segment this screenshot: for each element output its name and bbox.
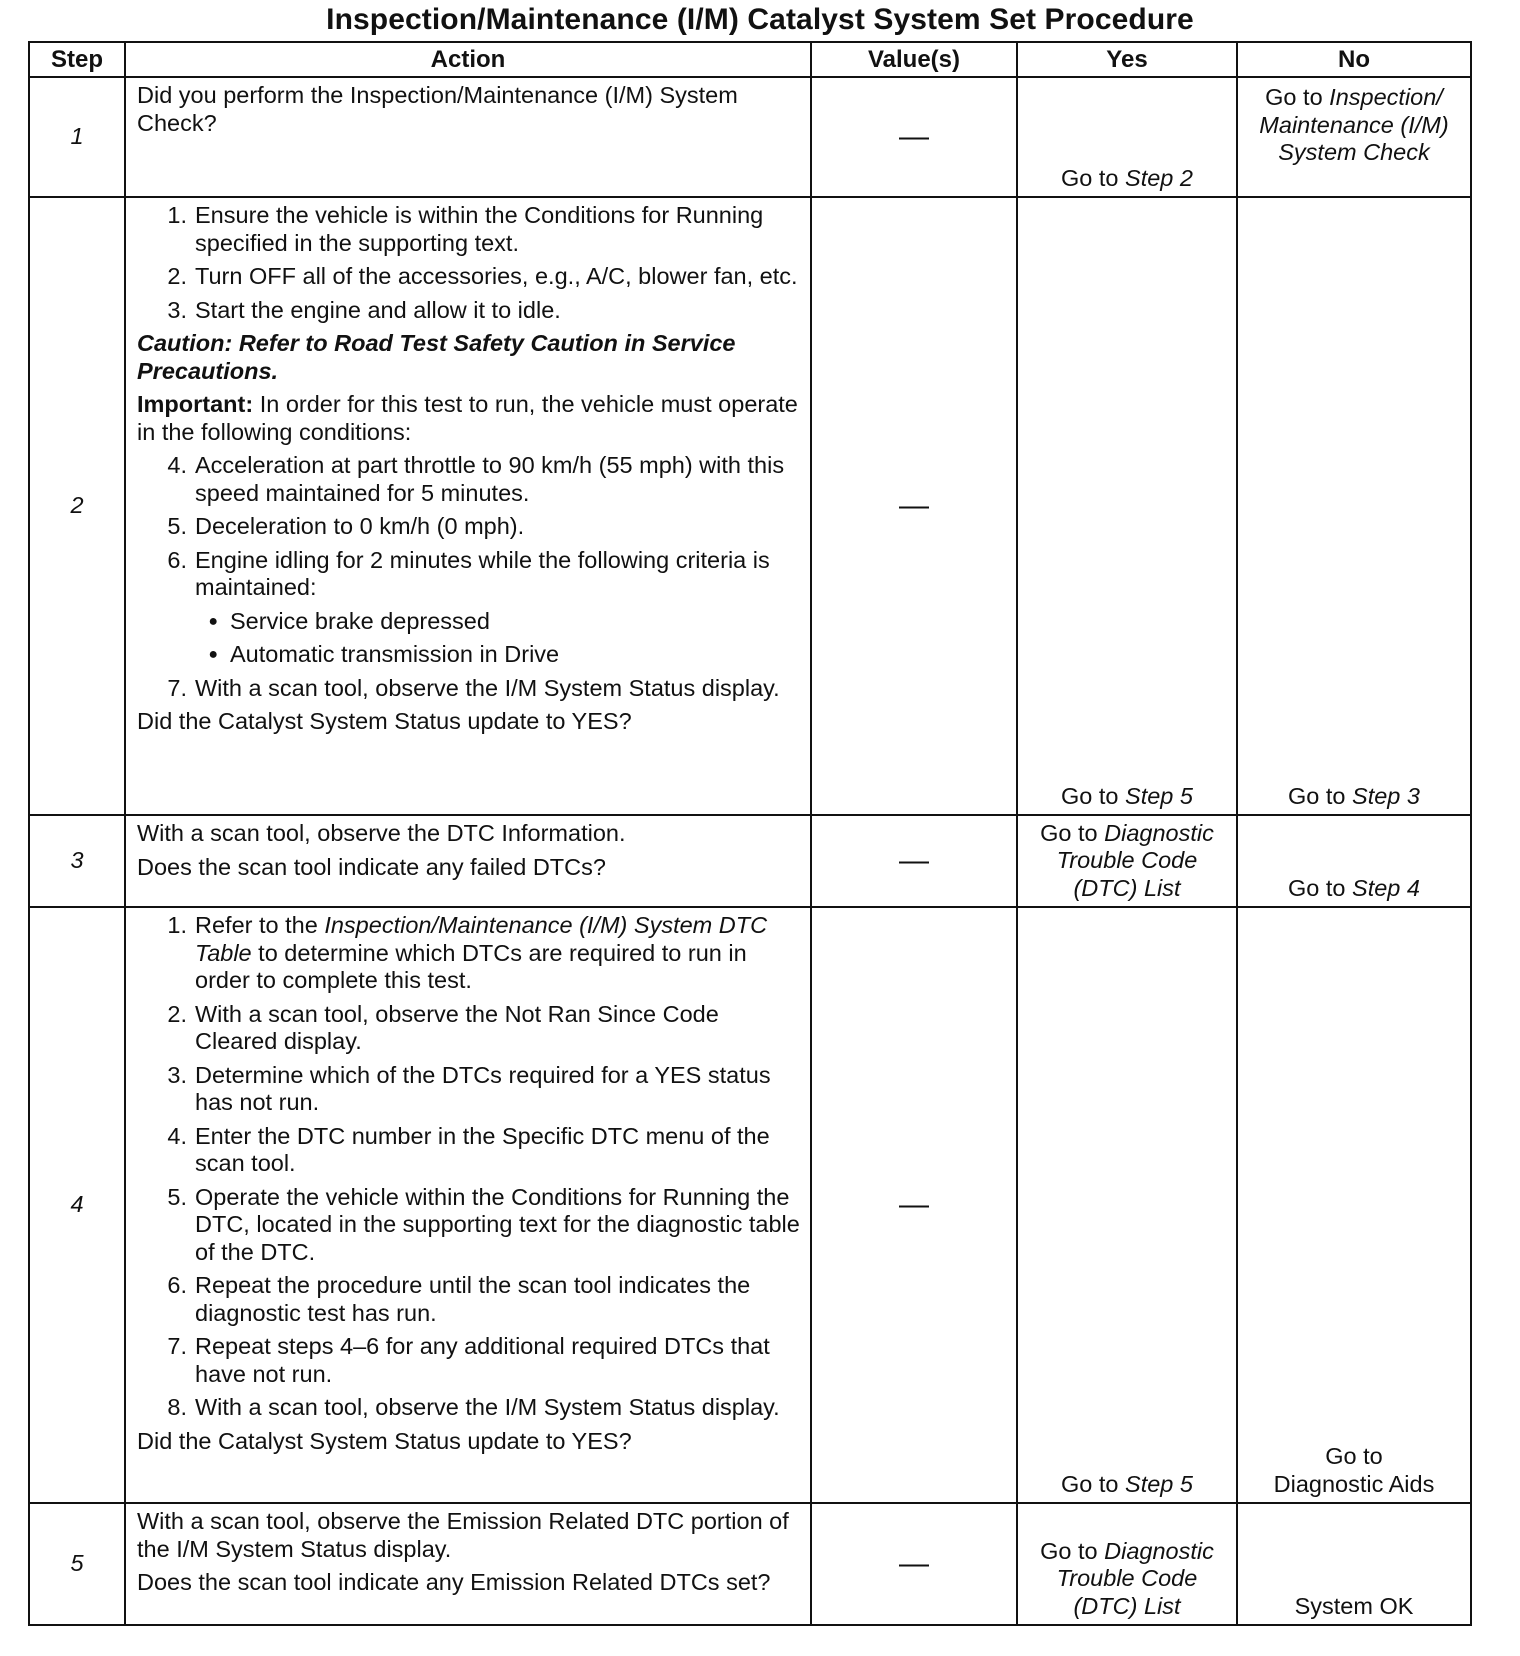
- goto-diagnostic-aids-link[interactable]: Diagnostic Aids: [1273, 1470, 1435, 1497]
- item-number: 8.: [167, 1394, 187, 1420]
- instruction-text: With a scan tool, observe the DTC Information.: [137, 820, 626, 846]
- list-item: [137, 1062, 802, 1117]
- item-number: 2.: [167, 1000, 187, 1027]
- instruction-list: [137, 912, 802, 1422]
- item-text: Determine which of the DTCs required for a YES status has not run.: [195, 1061, 771, 1115]
- action-cell: [125, 1503, 811, 1625]
- instruction-text: With a scan tool, observe the Emission Related DTC portion of the I/M System Status display.: [137, 1508, 789, 1562]
- item-text: Acceleration at part throttle to 90 km/h (55 mph) with this speed maintained for 5 minutes.: [195, 452, 785, 506]
- item-text: [195, 912, 802, 995]
- caution-note: Caution: Refer to Road Test Safety Caution in Service Precautions.: [137, 330, 736, 384]
- bullet-item: [137, 641, 802, 669]
- goto-prefix: Go to: [1325, 1443, 1383, 1469]
- action-cell: [125, 197, 811, 815]
- list-item: [137, 513, 802, 541]
- goto-step-2-link[interactable]: Step 2: [1125, 164, 1193, 191]
- list-item: [137, 1333, 802, 1388]
- item-text: Repeat the procedure until the scan tool indicates the diagnostic test has run.: [195, 1272, 751, 1326]
- item-text: Repeat steps 4–6 for any additional required DTCs that have not run.: [195, 1333, 770, 1387]
- item-text: Deceleration to 0 km/h (0 mph).: [195, 513, 525, 539]
- goto-step-5-link[interactable]: Step 5: [1125, 1470, 1193, 1497]
- bullet-text: Service brake depressed: [230, 607, 490, 634]
- item-number: 5.: [167, 513, 187, 539]
- item-number: 7.: [167, 674, 187, 701]
- goto-step-4-link[interactable]: Step 4: [1352, 874, 1420, 901]
- header-values: Value(s): [811, 42, 1017, 77]
- item-text: Operate the vehicle within the Conditions for Running the DTC, located in the supporting text for the diagnostic table of the DTC.: [195, 1183, 800, 1265]
- bullet-item: [137, 608, 802, 636]
- item-text-pre: Refer to the: [195, 912, 318, 938]
- question-text: Does the scan tool indicate any Emission Related DTCs set?: [137, 1569, 771, 1595]
- question-text: Did the Catalyst System Status update to YES?: [137, 708, 632, 734]
- table-row-step-5: [29, 1503, 1471, 1625]
- action-cell: [125, 907, 811, 1503]
- action-cell: [125, 815, 811, 907]
- action-cell: [125, 77, 811, 197]
- list-item: [137, 912, 802, 995]
- list-item: [137, 1394, 802, 1422]
- item-number: 6.: [167, 546, 187, 573]
- no-cell: [1237, 815, 1471, 907]
- item-text: Enter the DTC number in the Specific DTC menu of the scan tool.: [195, 1122, 770, 1176]
- goto-prefix: Go to: [1040, 819, 1098, 846]
- goto-step-5-link[interactable]: Step 5: [1125, 782, 1193, 809]
- important-label: Important:: [137, 391, 254, 417]
- goto-prefix: Go to: [1061, 164, 1119, 191]
- item-text: Ensure the vehicle is within the Conditions for Running specified in the supporting text.: [195, 202, 764, 256]
- yes-cell: [1017, 1503, 1237, 1625]
- list-item: [137, 1123, 802, 1178]
- value-cell: —: [811, 77, 1017, 197]
- table-row-step-2: [29, 197, 1471, 815]
- yes-cell: [1017, 197, 1237, 815]
- item-number: 1.: [167, 912, 187, 938]
- bullet-text: Automatic transmission in Drive: [230, 641, 560, 667]
- item-text: With a scan tool, observe the Not Ran Since Code Cleared display.: [195, 1000, 719, 1054]
- list-item: [137, 297, 802, 325]
- item-number: 6.: [167, 1272, 187, 1298]
- bullet-icon: ●: [208, 646, 218, 663]
- value-cell: —: [811, 815, 1017, 907]
- item-text: Start the engine and allow it to idle.: [195, 296, 561, 323]
- goto-prefix: Go to: [1061, 1470, 1119, 1497]
- bullet-icon: ●: [208, 612, 218, 630]
- item-number: 1.: [167, 202, 187, 228]
- item-number: 7.: [167, 1333, 187, 1359]
- item-number: 4.: [167, 452, 187, 478]
- header-row: [29, 42, 1471, 77]
- goto-dtc-list-link[interactable]: Diagnostic Trouble Code (DTC) List: [1056, 819, 1214, 901]
- header-yes: Yes: [1017, 42, 1237, 77]
- table-row-step-3: [29, 815, 1471, 907]
- step-number: 1: [29, 77, 125, 197]
- list-item: [137, 1272, 802, 1327]
- system-ok-text: System OK: [1294, 1592, 1414, 1619]
- item-text: Turn OFF all of the accessories, e.g., A/C, blower fan, etc.: [195, 263, 798, 289]
- instruction-list: [137, 202, 802, 324]
- header-action: Action: [125, 42, 811, 77]
- page-title: Inspection/Maintenance (I/M) Catalyst System Set Procedure: [326, 3, 1194, 36]
- value-cell: —: [811, 197, 1017, 815]
- goto-dtc-list-link[interactable]: Diagnostic Trouble Code (DTC) List: [1056, 1537, 1214, 1619]
- goto-prefix: Go to: [1040, 1537, 1098, 1564]
- instruction-list: [137, 675, 802, 703]
- header-step: Step: [29, 42, 125, 77]
- list-item: [137, 1001, 802, 1056]
- goto-prefix: Go to: [1061, 782, 1119, 809]
- list-item: [137, 452, 802, 507]
- table-row-step-1: [29, 77, 1471, 197]
- criteria-list: [137, 608, 802, 669]
- step-number: 5: [29, 1503, 125, 1625]
- item-number: 2.: [167, 263, 187, 289]
- goto-prefix: Go to: [1265, 84, 1323, 110]
- no-cell: [1237, 907, 1471, 1503]
- item-text: With a scan tool, observe the I/M System Status display.: [195, 674, 780, 701]
- no-cell: [1237, 197, 1471, 815]
- im-system-dtc-table-link[interactable]: Inspection/Maintenance (I/M) System DTC Table: [195, 912, 768, 966]
- item-text-post: to determine which DTCs are required to run in order to complete this test.: [195, 939, 747, 993]
- procedure-table: [28, 41, 1472, 1626]
- question-text: Did the Catalyst System Status update to YES?: [137, 1427, 632, 1454]
- goto-im-system-check-link[interactable]: Inspection/ Maintenance (I/M) System Check: [1259, 84, 1449, 165]
- goto-step-3-link[interactable]: Step 3: [1352, 782, 1420, 809]
- item-number: 3.: [167, 1061, 187, 1088]
- step-number: 3: [29, 815, 125, 907]
- list-item: [137, 1184, 802, 1267]
- important-note: [137, 391, 802, 446]
- step-number: 4: [29, 907, 125, 1503]
- goto-prefix: Go to: [1288, 782, 1346, 809]
- no-cell: [1237, 1503, 1471, 1625]
- item-text: Engine idling for 2 minutes while the following criteria is maintained:: [195, 546, 770, 600]
- list-item: [137, 202, 802, 257]
- question-text: Did you perform the Inspection/Maintenance (I/M) System Check?: [137, 82, 738, 136]
- list-item: [137, 547, 802, 602]
- header-no: No: [1237, 42, 1471, 77]
- value-cell: —: [811, 1503, 1017, 1625]
- important-text: In order for this test to run, the vehicle must operate in the following conditions:: [137, 391, 798, 445]
- item-number: 4.: [167, 1122, 187, 1149]
- yes-cell: [1017, 815, 1237, 907]
- item-text: With a scan tool, observe the I/M System Status display.: [195, 1394, 780, 1420]
- table-row-step-4: [29, 907, 1471, 1503]
- item-number: 5.: [167, 1183, 187, 1210]
- list-item: [137, 675, 802, 703]
- no-cell: [1237, 77, 1471, 197]
- step-number: 2: [29, 197, 125, 815]
- instruction-list: [137, 452, 802, 602]
- question-text: Does the scan tool indicate any failed DTCs?: [137, 853, 606, 880]
- goto-prefix: Go to: [1288, 874, 1346, 901]
- value-cell: —: [811, 907, 1017, 1503]
- yes-cell: [1017, 907, 1237, 1503]
- yes-cell: [1017, 77, 1237, 197]
- item-number: 3.: [167, 296, 187, 323]
- list-item: [137, 263, 802, 291]
